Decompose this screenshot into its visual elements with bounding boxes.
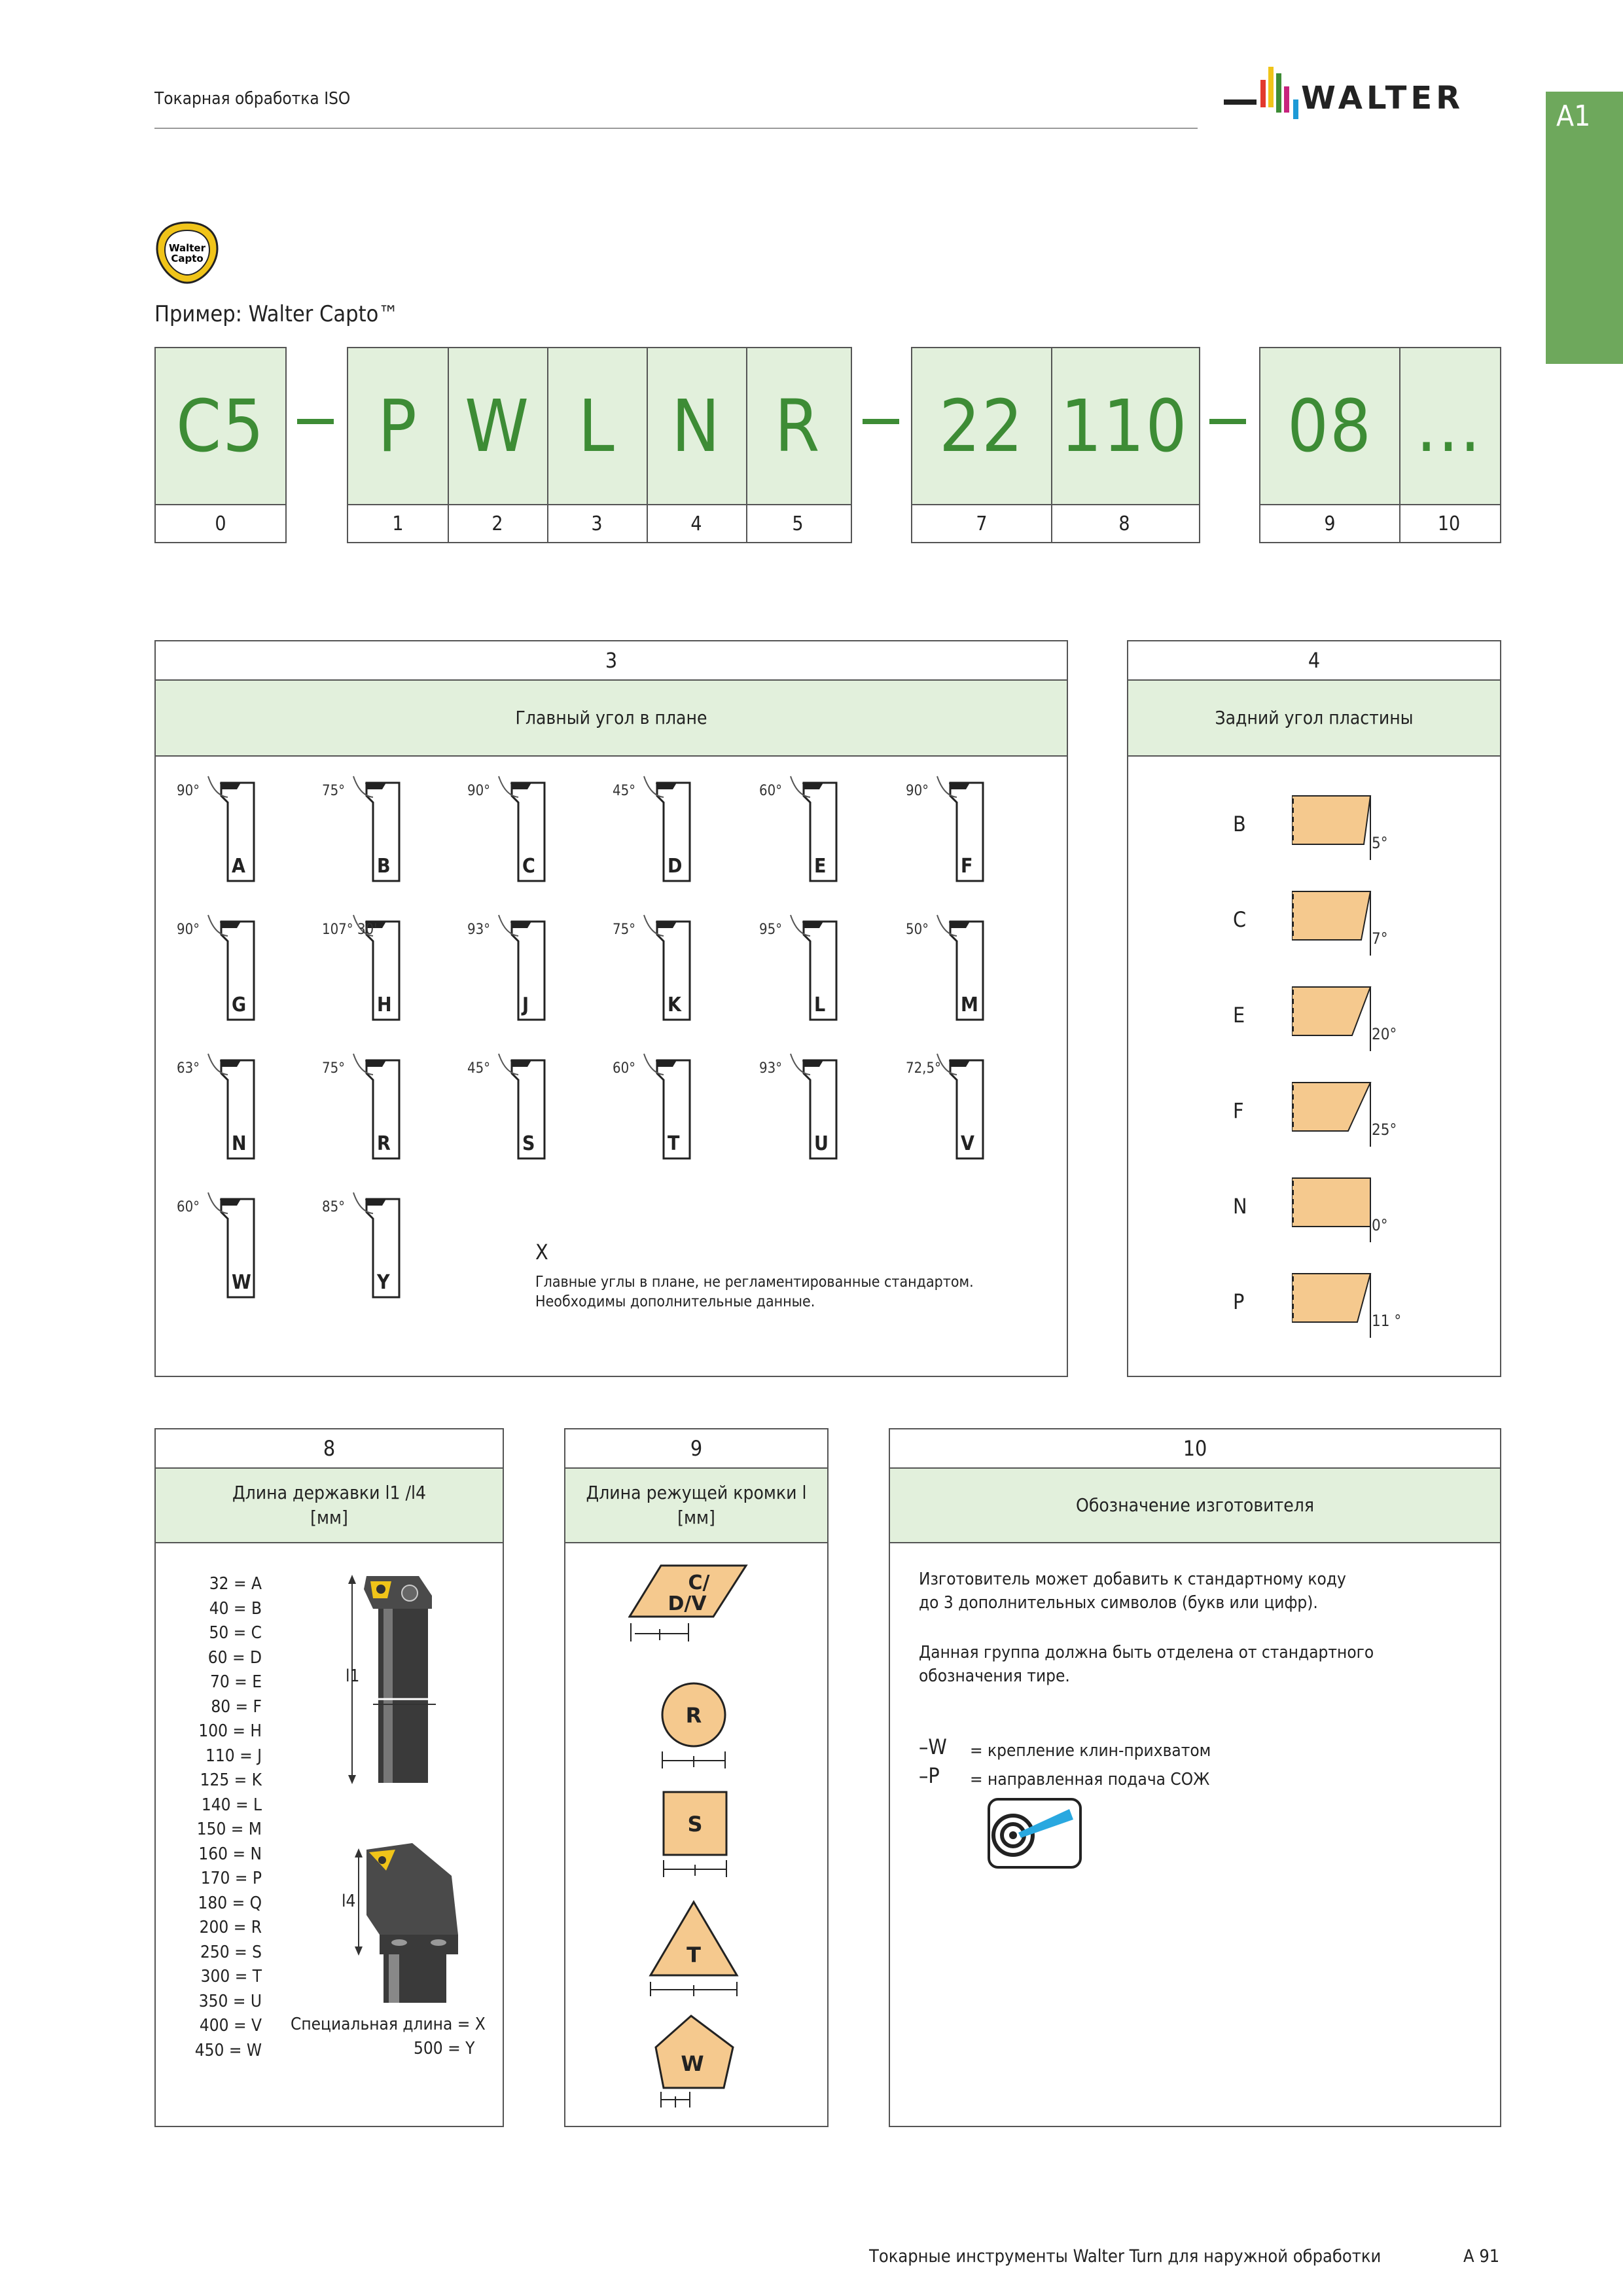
- svg-text:D/V: D/V: [668, 1592, 707, 1615]
- length-item: 60 = D: [207, 1647, 262, 1668]
- code-cell-9: 08: [1260, 348, 1400, 504]
- code-num-0: 0: [215, 512, 226, 535]
- code-num-1: 1: [348, 505, 449, 542]
- svg-text:S: S: [687, 1812, 703, 1837]
- tool-letter: S: [522, 1132, 535, 1155]
- tool-letter: V: [961, 1132, 974, 1155]
- tool-angle: 45°: [467, 1060, 491, 1077]
- tool-u: [751, 1034, 882, 1165]
- length-item: 100 = H: [198, 1721, 262, 1741]
- tool-letter: B: [377, 855, 391, 878]
- length-item: 300 = T: [200, 1967, 262, 1986]
- panel-title-line: Длина режущей кромки l: [586, 1482, 807, 1503]
- tool-angle: 90°: [467, 783, 491, 799]
- length-item: 80 = F: [211, 1696, 262, 1717]
- p-text: = направленная подача СОЖ: [970, 1770, 1210, 1789]
- insert-shape-w: [651, 2012, 742, 2110]
- tool-letter: J: [522, 994, 529, 1016]
- tool-angle: 93°: [759, 1060, 783, 1077]
- special-length: Специальная длина = X: [291, 2015, 486, 2034]
- tool-angle: 50°: [906, 922, 929, 938]
- tool-angle: 107° 30': [322, 922, 378, 938]
- svg-text:l: l: [692, 1863, 698, 1880]
- tool-angle: 63°: [177, 1060, 200, 1077]
- special-length-y: 500 = Y: [414, 2039, 475, 2058]
- tool-angle: 60°: [177, 1199, 200, 1215]
- tool-angle: 90°: [177, 783, 200, 799]
- tool-letter: M: [961, 994, 978, 1016]
- x-text-1: Главные углы в плане, не регламентированные стандартом.: [535, 1274, 974, 1291]
- code-num-3: 3: [547, 505, 648, 542]
- clearance-angle: 25°: [1372, 1121, 1397, 1139]
- tool-letter: F: [961, 855, 973, 878]
- tool-letter: W: [232, 1271, 251, 1294]
- insert-shape-cdv: [628, 1560, 772, 1645]
- section-tab: [1546, 92, 1623, 364]
- p-code: –P: [919, 1763, 940, 1788]
- tool-angle: 93°: [467, 922, 491, 938]
- panel-title-unit: [мм]: [310, 1507, 348, 1528]
- length-item: 350 = U: [198, 1991, 262, 2011]
- w-text: = крепление клин-прихватом: [970, 1741, 1211, 1761]
- panel-title: Задний угол пластины: [1128, 681, 1500, 757]
- svg-text:W: W: [681, 2051, 704, 2076]
- clearance-letter: F: [1233, 1098, 1244, 1123]
- code-cell-3: L: [547, 348, 648, 504]
- length-item: 125 = K: [200, 1770, 262, 1790]
- tool-letter: Y: [377, 1271, 390, 1294]
- length-item: 160 = N: [198, 1844, 262, 1864]
- tool-v: [898, 1034, 1029, 1165]
- length-item: 50 = C: [209, 1623, 262, 1643]
- code-cell-4: N: [647, 348, 747, 504]
- panel-number: 9: [565, 1429, 827, 1469]
- tool-letter: D: [668, 855, 683, 878]
- tool-y: [314, 1173, 445, 1304]
- footer-text: Токарные инструменты Walter Turn для наружной обработки: [869, 2246, 1382, 2267]
- code-cell-8: 110: [1060, 384, 1188, 468]
- manufacturer-p1-l1: Изготовитель может добавить к стандартному коду: [919, 1570, 1346, 1589]
- tool-letter: L: [814, 994, 826, 1016]
- clearance-angle-list: [1128, 759, 1499, 1368]
- code-num-9: 9: [1260, 505, 1400, 542]
- tool-f: [898, 757, 1029, 888]
- insert-shape-r: [656, 1681, 734, 1772]
- panel-number: 10: [890, 1429, 1500, 1469]
- tool-angle: 75°: [613, 922, 636, 938]
- clearance-insert: [1292, 1272, 1423, 1360]
- clearance-letter: E: [1233, 1003, 1245, 1028]
- clearance-insert: [1292, 1081, 1423, 1169]
- tool-angle: 75°: [322, 1060, 346, 1077]
- clearance-insert: [1292, 986, 1423, 1073]
- header-divider: [154, 128, 1198, 129]
- tool-r: [314, 1034, 445, 1165]
- code-dash: [863, 419, 899, 424]
- tool-letter: G: [232, 994, 247, 1016]
- tool-letter: N: [232, 1132, 247, 1155]
- length-item: 250 = S: [200, 1942, 262, 1962]
- l1-label: l1: [346, 1666, 360, 1686]
- capto-badge: [154, 220, 220, 285]
- panel-title: [565, 1469, 827, 1543]
- svg-text:Walter: Walter: [168, 242, 206, 254]
- manufacturer-p2-l2: обозначения тире.: [919, 1666, 1070, 1686]
- length-item: 180 = Q: [198, 1893, 262, 1913]
- code-num-2: 2: [448, 505, 548, 542]
- tool-w: [169, 1173, 300, 1304]
- clearance-angle: 20°: [1372, 1025, 1397, 1043]
- code-num-7: 7: [912, 505, 1052, 542]
- code-num-8: 8: [1118, 512, 1130, 535]
- x-letter: X: [535, 1240, 548, 1265]
- svg-text:C/: C/: [688, 1571, 710, 1594]
- length-item: 32 = A: [209, 1574, 262, 1594]
- length-item: 140 = L: [201, 1795, 262, 1815]
- svg-text:l: l: [691, 1755, 696, 1771]
- svg-text:Capto: Capto: [171, 253, 204, 264]
- length-list: [177, 1572, 262, 2063]
- tool-letter: R: [377, 1132, 391, 1155]
- tool-angle: 60°: [613, 1060, 636, 1077]
- manufacturer-p1-l2: до 3 дополнительных символов (букв или цифр).: [919, 1593, 1318, 1613]
- length-item: 150 = M: [196, 1820, 262, 1839]
- clearance-angle: 0°: [1372, 1216, 1388, 1234]
- tool-letter: E: [814, 855, 827, 878]
- svg-text:l: l: [673, 2095, 678, 2110]
- x-text-2: Необходимы дополнительные данные.: [535, 1293, 815, 1310]
- panel-title-unit: [мм]: [677, 1507, 715, 1528]
- length-item: 400 = V: [199, 2016, 262, 2036]
- clearance-insert: [1292, 795, 1423, 882]
- panel-title: Главный угол в плане: [156, 681, 1067, 757]
- code-cell-5: R: [774, 384, 821, 468]
- code-cell-0: C5: [156, 348, 287, 504]
- clearance-letter: N: [1233, 1194, 1247, 1219]
- code-dash: [1209, 419, 1246, 424]
- tool-angle: 60°: [759, 783, 783, 799]
- code-cell-2: W: [448, 348, 548, 504]
- w-code: –W: [919, 1734, 947, 1759]
- panel-number: 3: [156, 641, 1067, 681]
- tool-letter: T: [668, 1132, 680, 1155]
- tool-c: [459, 757, 590, 888]
- length-item: 450 = W: [194, 2040, 262, 2060]
- header-title: Токарная обработка ISO: [154, 89, 351, 109]
- tool-g: [169, 895, 300, 1026]
- tool-n: [169, 1034, 300, 1165]
- length-item: 40 = B: [209, 1598, 262, 1619]
- clearance-letter: P: [1233, 1289, 1245, 1314]
- length-item: 70 = E: [210, 1672, 262, 1692]
- code-dash: [297, 419, 334, 424]
- tool-angle: 75°: [322, 783, 346, 799]
- tool-m: [898, 895, 1029, 1026]
- l4-label: l4: [342, 1892, 356, 1911]
- tool-b: [314, 757, 445, 888]
- tool-angle: 90°: [906, 783, 929, 799]
- code-num-5: 5: [792, 512, 804, 535]
- tool-letter: K: [668, 994, 681, 1016]
- tool-angle: 85°: [322, 1199, 346, 1215]
- length-item: 170 = P: [200, 1869, 262, 1888]
- tool-h: [314, 895, 445, 1026]
- tool-s: [459, 1034, 590, 1165]
- length-item: 200 = R: [199, 1918, 262, 1937]
- clearance-angle: 7°: [1372, 929, 1388, 948]
- tool-angle: 90°: [177, 922, 200, 938]
- logo-text: WALTER: [1301, 80, 1465, 117]
- panel-title: Обозначение изготовителя: [890, 1469, 1500, 1543]
- code-cell-7: 22: [912, 348, 1052, 504]
- tool-t: [605, 1034, 736, 1165]
- coolant-icon: [987, 1797, 1082, 1869]
- code-cell-10: ...: [1416, 384, 1482, 468]
- holder-l4-illustration: [340, 1837, 471, 2007]
- insert-shape-s: [657, 1789, 736, 1881]
- clearance-insert: [1292, 1177, 1423, 1265]
- panel-title: [156, 1469, 503, 1543]
- panel-number: 8: [156, 1429, 503, 1469]
- svg-text:l: l: [691, 1984, 696, 1996]
- clearance-angle: 11 °: [1372, 1312, 1402, 1330]
- example-label: Пример: Walter Capto™: [154, 301, 399, 327]
- svg-text:R: R: [685, 1703, 702, 1728]
- section-tab-label: A1: [1556, 99, 1591, 133]
- panel-number: 4: [1128, 641, 1500, 681]
- walter-logo: [1224, 60, 1499, 132]
- length-item: 110 = J: [205, 1746, 262, 1766]
- tool-d: [605, 757, 736, 888]
- tool-letter: H: [377, 994, 392, 1016]
- clearance-letter: C: [1233, 907, 1247, 932]
- code-num-10: 10: [1437, 512, 1461, 535]
- tool-letter: U: [814, 1132, 829, 1155]
- page-number: A 91: [1463, 2246, 1500, 2267]
- tool-angle: 95°: [759, 922, 783, 938]
- manufacturer-p2-l1: Данная группа должна быть отделена от стандартного: [919, 1643, 1374, 1662]
- tool-k: [605, 895, 736, 1026]
- panel-title-line: Длина державки l1 /l4: [232, 1482, 427, 1503]
- insert-shape-t: [648, 1898, 746, 1996]
- code-num-4: 4: [647, 505, 747, 542]
- clearance-insert: [1292, 890, 1423, 978]
- tool-l: [751, 895, 882, 1026]
- tool-letter: C: [522, 855, 535, 878]
- tool-letter: A: [232, 855, 245, 878]
- tool-e: [751, 757, 882, 888]
- svg-text:T: T: [687, 1943, 701, 1967]
- tool-angle: 72,5°: [906, 1060, 941, 1077]
- clearance-letter: B: [1233, 812, 1246, 836]
- svg-text:l: l: [657, 1628, 662, 1644]
- tool-j: [459, 895, 590, 1026]
- clearance-angle: 5°: [1372, 834, 1388, 852]
- tool-a: [169, 757, 300, 888]
- code-cell-1: P: [348, 348, 449, 504]
- tool-angle: 45°: [613, 783, 636, 799]
